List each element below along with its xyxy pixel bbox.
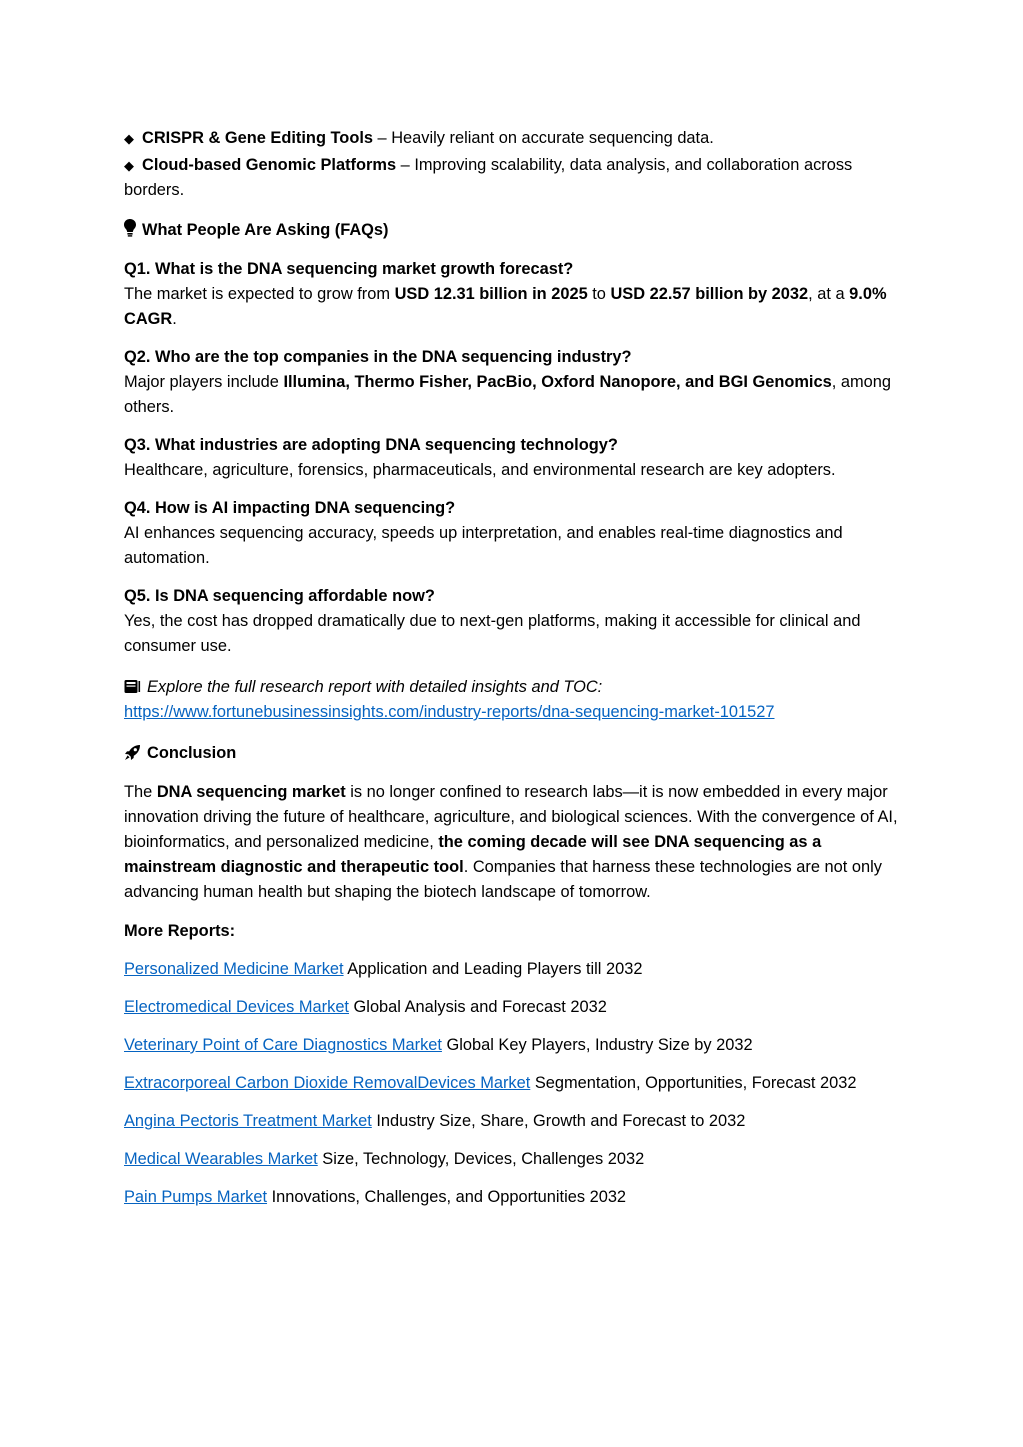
faq-question: Q4. How is AI impacting DNA sequencing?: [124, 499, 456, 517]
bullet-title: Cloud-based Genomic Platforms: [142, 156, 397, 174]
faq-answer: Major players include Illumina, Thermo Fisher, PacBio, Oxford Nanopore, and BGI Genomics, among others.: [124, 373, 891, 416]
faq-question: Q1. What is the DNA sequencing market growth forecast?: [124, 260, 574, 278]
faq-answer: Healthcare, agriculture, forensics, pharmaceuticals, and environmental research are key adopters.: [124, 461, 836, 479]
faq-question: Q5. Is DNA sequencing affordable now?: [124, 587, 435, 605]
faq-heading: What People Are Asking (FAQs): [142, 221, 389, 239]
report-link[interactable]: Medical Wearables Market: [124, 1150, 318, 1168]
report-link[interactable]: Extracorporeal Carbon Dioxide RemovalDevices Market: [124, 1074, 531, 1092]
faq-question: Q3. What industries are adopting DNA sequencing technology?: [124, 436, 618, 454]
faq-item: [124, 584, 904, 659]
faq-item: [124, 433, 904, 483]
more-reports-heading: More Reports:: [124, 922, 236, 940]
report-link[interactable]: Angina Pectoris Treatment Market: [124, 1112, 372, 1130]
bullet-text: – Improving scalability, data analysis, and collaboration across borders.: [124, 156, 853, 199]
faq-item: [124, 257, 904, 332]
report-link[interactable]: Pain Pumps Market: [124, 1188, 268, 1206]
report-item: Veterinary Point of Care Diagnostics Market Global Key Players, Industry Size by 2032: [124, 1036, 753, 1054]
bullet-item: [124, 126, 904, 151]
book-icon: [124, 679, 141, 695]
explore-block: [124, 675, 904, 725]
rocket-icon: [124, 744, 141, 761]
conclusion-paragraph: The DNA sequencing market is no longer confined to research labs—it is now embedded in every major innovation driving the future of healthcare, agriculture, and biological sciences. With the convergence of AI, bioinformatics, and personalized medicine, the coming decade will see DNA sequencing as a mainstream diagnostic and therapeutic tool. Companies that harness these technologies are not only advancing human health but shaping the biotech landscape of tomorrow.: [124, 783, 898, 901]
diamond-bullet-icon: ◆: [124, 131, 134, 146]
faq-heading-row: [124, 218, 904, 243]
report-link[interactable]: Veterinary Point of Care Diagnostics Market: [124, 1036, 442, 1054]
report-item: Medical Wearables Market Size, Technology, Devices, Challenges 2032: [124, 1150, 645, 1168]
faq-item: [124, 496, 904, 571]
bullet-title: CRISPR & Gene Editing Tools: [142, 129, 373, 147]
lightbulb-icon: [124, 219, 136, 238]
faq-answer: The market is expected to grow from USD 12.31 billion in 2025 to USD 22.57 billion by 2032, at a 9.0% CAGR.: [124, 285, 887, 328]
report-item: Pain Pumps Market Innovations, Challenges, and Opportunities 2032: [124, 1188, 627, 1206]
report-item: Angina Pectoris Treatment Market Industry Size, Share, Growth and Forecast to 2032: [124, 1112, 746, 1130]
faq-answer: Yes, the cost has dropped dramatically due to next-gen platforms, making it accessible for clinical and consumer use.: [124, 612, 861, 655]
document-page: [124, 126, 904, 1210]
diamond-bullet-icon: ◆: [124, 158, 134, 173]
report-link[interactable]: Electromedical Devices Market: [124, 998, 349, 1016]
faq-question: Q2. Who are the top companies in the DNA sequencing industry?: [124, 348, 632, 366]
faq-answer: AI enhances sequencing accuracy, speeds up interpretation, and enables real-time diagnostics and automation.: [124, 524, 843, 567]
bullet-item: [124, 153, 904, 203]
explore-text: Explore the full research report with detailed insights and TOC:: [147, 678, 603, 696]
conclusion-heading-row: [124, 741, 904, 766]
report-item: Extracorporeal Carbon Dioxide RemovalDevices Market Segmentation, Opportunities, Forecast 2032: [124, 1074, 857, 1092]
conclusion-heading: Conclusion: [147, 744, 237, 762]
report-item: Electromedical Devices Market Global Analysis and Forecast 2032: [124, 998, 607, 1016]
report-link[interactable]: Personalized Medicine Market: [124, 960, 344, 978]
faq-item: [124, 345, 904, 420]
bullet-text: – Heavily reliant on accurate sequencing data.: [373, 129, 714, 147]
report-item: Personalized Medicine Market Application and Leading Players till 2032: [124, 960, 643, 978]
report-url-link[interactable]: https://www.fortunebusinessinsights.com/industry-reports/dna-sequencing-market-101527: [124, 703, 775, 721]
